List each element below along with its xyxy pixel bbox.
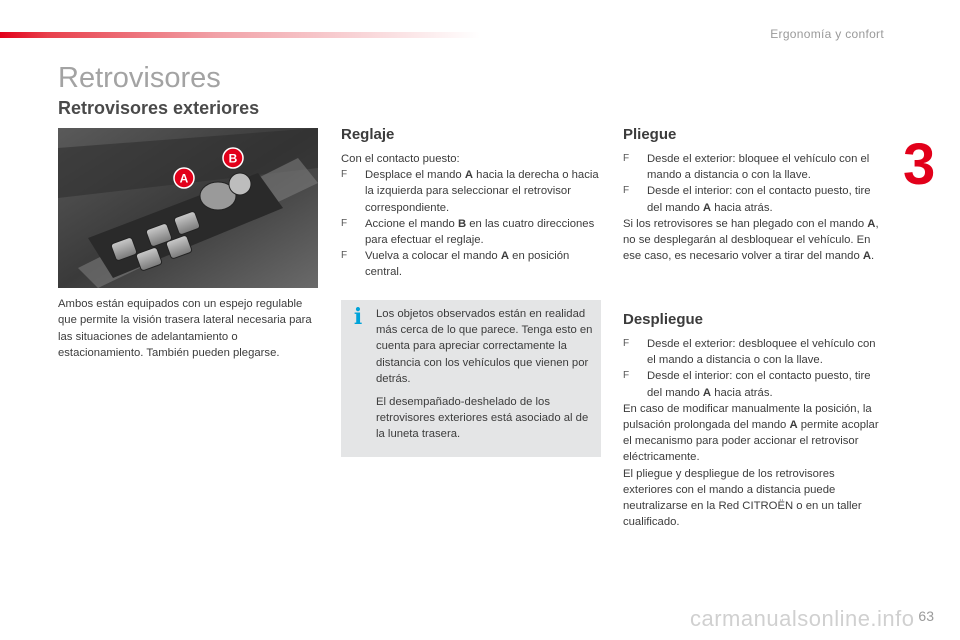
reglaje-heading: Reglaje <box>341 126 395 143</box>
intro-paragraph: Ambos están equipados con un espejo regulable que permite la visión trasera lateral necesaria para las situaciones de adelantamiento o estacionamiento. También pueden plegarse. <box>58 298 312 360</box>
section-label: Ergonomía y confort <box>770 27 884 41</box>
list-item: F Desde el exterior: desbloquee el vehículo con el mando a distancia o con la llave. <box>623 338 876 367</box>
list-item: F Desde el exterior: bloquee el vehículo con el mando a distancia o con la llave. <box>623 153 870 182</box>
list-item: F Desplace el mando A hacia la derecha o hacia la izquierda para seleccionar el retrovisor correspondiente. <box>341 169 599 214</box>
bullet-marker: F <box>341 217 348 229</box>
watermark: carmanualsonline.info <box>690 606 915 631</box>
list-item: F Desde el interior: con el contacto puesto, tire del mando A hacia atrás. <box>623 370 871 399</box>
bullet-marker: F <box>623 338 630 349</box>
info-paragraph-1: Los objetos observados están en realidad más cerca de lo que parece. Tenga esto en cuenta para apreciar correctamente la distancia con los vehículos que vienen por detrás. <box>376 308 593 385</box>
pliegue-section <box>623 126 885 264</box>
label-a: A <box>179 171 189 186</box>
chapter-number: 3 <box>903 132 936 197</box>
despliegue-note-1: En caso de modificar manualmente la posición, la pulsación prolongada del mando A permite acoplar el mecanismo para poder accionar el retrovisor eléctricamente. <box>623 402 879 464</box>
list-item: F Desde el interior: con el contacto puesto, tire del mando A hacia atrás. <box>623 185 871 214</box>
bullet-marker: F <box>341 250 348 262</box>
bullet-marker: F <box>623 153 630 164</box>
bullet-marker: F <box>623 185 630 197</box>
list-item: F Vuelva a colocar el mando A en posición central. <box>341 250 570 279</box>
reglaje-section <box>341 126 603 281</box>
info-paragraph-2: El desempañado-deshelado de los retrovisores exteriores está asociado al de la luneta trasera. <box>376 396 589 441</box>
header-accent-bar <box>0 32 480 38</box>
label-b: B <box>228 151 238 166</box>
info-icon: i <box>353 304 363 330</box>
despliegue-note-2: El pliegue y despliegue de los retrovisores exteriores con el mando a distancia puede neutralizarse en la Red CITROËN o en un taller cualificado. <box>623 467 862 529</box>
bullet-marker: F <box>623 370 630 382</box>
page-subtitle: Retrovisores exteriores <box>58 98 260 118</box>
despliegue-heading: Despliegue <box>623 311 704 328</box>
pliegue-heading: Pliegue <box>623 126 677 143</box>
list-item: F Accione el mando B en las cuatro direcciones para efectuar el reglaje. <box>341 217 595 247</box>
reglaje-list <box>341 167 603 280</box>
page-title: Retrovisores <box>58 62 221 94</box>
despliegue-list <box>623 336 885 401</box>
pliegue-note: Si los retrovisores se han plegado con el mando A, no se desplegarán al desbloquear el vehículo. En ese caso, es necesario volver a tirar del mando A. <box>623 217 879 263</box>
reglaje-lead: Con el contacto puesto: <box>341 153 460 165</box>
info-box <box>341 300 601 457</box>
despliegue-section <box>623 311 885 530</box>
mirror-control-photo <box>58 128 318 288</box>
bullet-marker: F <box>341 169 348 181</box>
door-panel-illustration <box>58 128 318 288</box>
page-number: 63 <box>918 608 934 624</box>
pliegue-list <box>623 151 885 216</box>
